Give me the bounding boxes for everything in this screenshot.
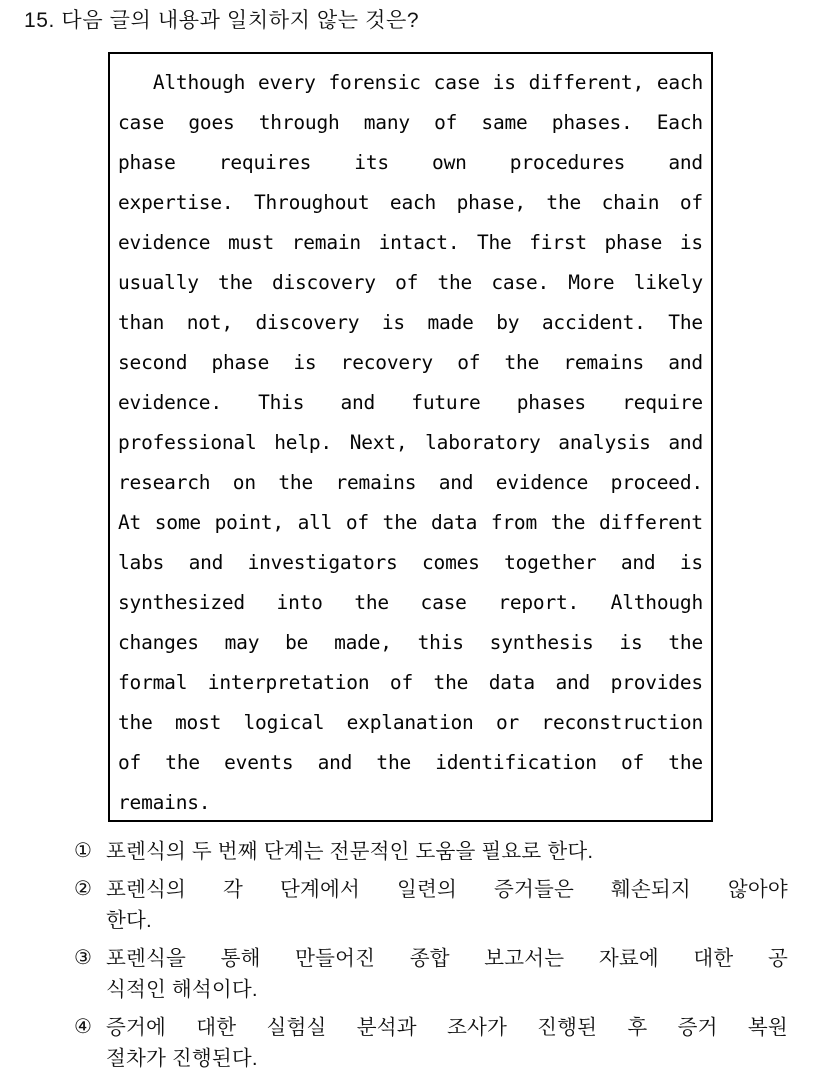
passage-word: the	[118, 710, 153, 734]
passage-word: labs	[118, 550, 165, 574]
passage-word: changes	[118, 630, 199, 654]
passage-line	[118, 222, 703, 262]
passage-word: interpretation	[207, 670, 370, 694]
passage-word: the	[376, 750, 412, 774]
passage-line	[118, 342, 703, 382]
passage-word: and	[668, 430, 703, 454]
passage-word: Throughout	[253, 190, 370, 214]
passage-word: usually	[118, 270, 199, 294]
passage-word: different,	[528, 70, 644, 94]
answer-choice-word: 증거에	[106, 1016, 167, 1039]
passage-word: expertise.	[118, 190, 234, 214]
passage-word: made	[427, 310, 474, 334]
passage-word: case	[118, 110, 165, 134]
passage-word: The	[476, 230, 512, 254]
passage-word: may	[224, 630, 260, 654]
answer-choice-word: 복원	[747, 1016, 788, 1039]
answer-choice-word: 후	[627, 1016, 648, 1039]
passage-word: phase	[118, 150, 176, 174]
passage-word: goes	[188, 110, 235, 134]
choice-number-2: ②	[74, 878, 92, 900]
passage-line	[118, 382, 703, 422]
passage-line	[118, 542, 703, 582]
passage-word: and	[668, 350, 703, 374]
answer-choice-word: 보고서는	[484, 947, 565, 970]
answer-choice-1[interactable]	[74, 836, 774, 867]
answer-choice-word: 각	[222, 878, 243, 901]
passage-word: be	[285, 630, 309, 654]
passage-line	[118, 302, 703, 342]
passage-word: accident.	[541, 310, 646, 334]
passage-word: the	[382, 510, 418, 534]
passage-word: of	[457, 350, 481, 374]
passage-word: intact.	[378, 230, 460, 254]
passage-word: the	[550, 510, 586, 534]
passage-word: and	[438, 470, 474, 494]
answer-choice-word: 실험실	[266, 1016, 327, 1039]
answer-choice-word: 자료에	[598, 947, 659, 970]
answer-choice-text	[106, 943, 788, 1005]
passage-line	[118, 702, 703, 742]
passage-word: own	[432, 150, 467, 174]
passage-word: chain	[601, 190, 660, 214]
passage-word: remain	[291, 230, 361, 254]
passage-word: by	[496, 310, 520, 334]
passage-word: the	[668, 750, 703, 774]
passage-word: discovery	[255, 310, 360, 334]
passage-word: through	[258, 110, 340, 134]
passage-word: is	[381, 310, 405, 334]
passage-word: first	[529, 230, 587, 254]
answer-choice-3[interactable]	[74, 943, 788, 1005]
passage-word: and	[340, 390, 376, 414]
passage-word: on	[232, 470, 256, 494]
passage-word: together	[504, 550, 597, 574]
answer-choice-row	[74, 836, 774, 867]
passage-word: into	[276, 590, 323, 614]
passage-line	[118, 462, 703, 502]
passage-word: point,	[214, 510, 284, 534]
passage-word: Although	[610, 590, 703, 614]
passage-word: reconstruction	[541, 710, 703, 734]
passage-word: proceed.	[610, 470, 703, 494]
passage-word: data	[430, 510, 478, 534]
passage-line	[118, 622, 703, 662]
answer-choice-word: 단계에서	[279, 878, 360, 901]
passage-text	[118, 62, 703, 822]
passage-word: comes	[422, 550, 480, 574]
passage-word: formal	[118, 670, 188, 694]
passage-word: and	[555, 670, 591, 694]
passage-word: of	[434, 110, 458, 134]
answer-choice-word: 증거들은	[493, 878, 574, 901]
passage-word: the	[218, 270, 253, 294]
answer-choice-text	[106, 874, 788, 936]
passage-word: than	[118, 310, 165, 334]
passage-word: the	[504, 350, 540, 374]
answer-choice-word: 훼손되지	[610, 878, 691, 901]
passage-word: phases.	[551, 110, 633, 134]
passage-word: investigators	[247, 550, 398, 574]
passage-word: phase	[211, 350, 270, 374]
passage-word: analysis	[558, 430, 651, 454]
answer-choice-line	[106, 874, 788, 905]
answer-choice-word: 조사가	[446, 1016, 507, 1039]
passage-word: logical	[243, 710, 325, 734]
passage-word: of	[395, 270, 419, 294]
passage-word: is	[619, 630, 643, 654]
answer-choice-row	[74, 943, 788, 1005]
passage-word: synthesized	[118, 590, 245, 614]
passage-word: the	[546, 190, 582, 214]
passage-word: second	[118, 350, 188, 374]
choice-number-4: ④	[74, 1016, 92, 1038]
passage-word: evidence	[118, 230, 211, 254]
passage-line	[118, 262, 703, 302]
answer-choice-word: 진행된	[537, 1016, 598, 1039]
passage-word: and	[188, 550, 224, 574]
passage-word: phase	[604, 230, 663, 254]
passage-word: the	[437, 270, 473, 294]
passage-word: identification	[435, 750, 597, 774]
passage-word: case	[433, 70, 480, 94]
passage-word: provides	[610, 670, 703, 694]
passage-word: future	[411, 390, 481, 414]
passage-word: of	[345, 510, 369, 534]
answer-choice-row	[74, 1012, 788, 1074]
passage-line	[118, 662, 703, 702]
answer-choice-2[interactable]	[74, 874, 788, 936]
passage-word: or	[495, 710, 520, 734]
passage-word: remains	[563, 350, 645, 374]
passage-word: and	[620, 550, 656, 574]
passage-word: the	[165, 750, 200, 774]
answer-choice-word: 대한	[196, 1016, 237, 1039]
answer-choice-line: 포렌식의 두 번째 단계는 전문적인 도움을 필요로 한다.	[106, 840, 594, 863]
passage-word: case	[420, 590, 467, 614]
passage-line	[118, 102, 703, 142]
answer-choice-line: 절차가 진행된다.	[106, 1047, 258, 1070]
answer-choice-text	[106, 1012, 788, 1074]
passage-word: professional	[118, 430, 257, 454]
passage-word: its	[354, 150, 389, 174]
passage-word: from	[490, 510, 538, 534]
passage-word: data	[488, 670, 535, 694]
passage-word: all	[297, 510, 333, 534]
passage-word: most	[174, 710, 222, 734]
answer-choice-line	[106, 1012, 788, 1043]
passage-word: of	[118, 750, 142, 774]
passage-word: remains.	[118, 790, 211, 814]
answer-choice-word: 포렌식을	[106, 947, 187, 970]
passage-word: of	[389, 670, 413, 694]
choice-number-3: ③	[74, 947, 92, 969]
answer-choice-word: 일련의	[396, 878, 457, 901]
answer-choice-word: 대한	[693, 947, 734, 970]
passage-word: The	[668, 310, 703, 334]
passage-word: many	[363, 110, 410, 134]
answer-choice-word: 통해	[220, 947, 261, 970]
passage-word: phases	[516, 390, 586, 414]
passage-line	[118, 502, 703, 542]
passage-word: explanation	[346, 710, 474, 734]
passage-word: made,	[334, 630, 392, 654]
answer-choice-line: 식적인 해석이다.	[106, 978, 258, 1001]
answer-choice-line	[106, 943, 788, 974]
passage-word: research	[118, 470, 211, 494]
passage-word: and	[668, 150, 703, 174]
passage-word: More	[568, 270, 615, 294]
answer-choices-list	[74, 836, 788, 1081]
passage-word: likely	[633, 270, 703, 294]
answer-choice-word: 포렌식의	[106, 878, 187, 901]
passage-word: the	[668, 630, 703, 654]
passage-word: this	[417, 630, 464, 654]
passage-word: different	[599, 510, 703, 534]
passage-line	[118, 782, 703, 822]
answer-choice-word: 종합	[409, 947, 450, 970]
passage-word: At	[118, 510, 142, 534]
passage-word: not,	[186, 310, 233, 334]
answer-choice-text	[106, 836, 774, 867]
passage-word: forensic	[328, 70, 421, 94]
passage-word: is	[679, 550, 703, 574]
passage-word: each	[656, 70, 703, 94]
passage-word: synthesis	[489, 630, 594, 654]
passage-word: phase,	[456, 190, 526, 214]
passage-word: remains	[335, 470, 417, 494]
passage-word: the	[278, 470, 313, 494]
passage-word: This	[258, 390, 305, 414]
passage-line	[118, 742, 703, 782]
passage-line	[118, 182, 703, 222]
passage-line	[118, 142, 703, 182]
passage-word: requires	[218, 150, 312, 174]
passage-word: and	[317, 750, 353, 774]
passage-word: case.	[491, 270, 550, 294]
passage-box	[108, 52, 713, 822]
passage-word: discovery	[271, 270, 376, 294]
passage-word: evidence	[495, 470, 589, 494]
passage-word: the	[354, 590, 389, 614]
answer-choice-word: 증거	[677, 1016, 718, 1039]
passage-word: procedures	[509, 150, 626, 174]
question-header: 15. 다음 글의 내용과 일치하지 않는 것은?	[24, 9, 420, 32]
passage-word: Next,	[349, 430, 408, 454]
answer-choice-word: 만들어진	[295, 947, 376, 970]
answer-choice-word: 않아야	[727, 878, 788, 901]
passage-line	[118, 582, 703, 622]
passage-word: is	[492, 70, 516, 94]
passage-word: the	[433, 670, 469, 694]
passage-word: events	[224, 750, 294, 774]
passage-word: Although	[152, 70, 246, 94]
passage-word: help.	[274, 430, 332, 454]
choice-number-1: ①	[74, 840, 92, 862]
passage-word: evidence.	[118, 390, 222, 414]
passage-word: every	[257, 70, 316, 94]
passage-word: some	[154, 510, 201, 534]
passage-word: recovery	[340, 350, 433, 374]
passage-word: same	[481, 110, 528, 134]
passage-line	[118, 422, 703, 462]
answer-choice-word: 공	[767, 947, 788, 970]
passage-word: is	[293, 350, 317, 374]
answer-choice-4[interactable]	[74, 1012, 788, 1074]
passage-word: report.	[498, 590, 580, 614]
passage-word: require	[622, 390, 703, 414]
passage-word: of	[621, 750, 645, 774]
passage-word: is	[679, 230, 703, 254]
answer-choice-word: 분석과	[356, 1016, 417, 1039]
answer-choice-row	[74, 874, 788, 936]
passage-word: of	[679, 190, 703, 214]
answer-choice-line: 한다.	[106, 909, 152, 932]
passage-word: laboratory	[425, 430, 541, 454]
passage-word: each	[389, 190, 437, 214]
passage-word: must	[227, 230, 275, 254]
passage-line	[118, 62, 703, 102]
passage-word: Each	[656, 110, 703, 134]
